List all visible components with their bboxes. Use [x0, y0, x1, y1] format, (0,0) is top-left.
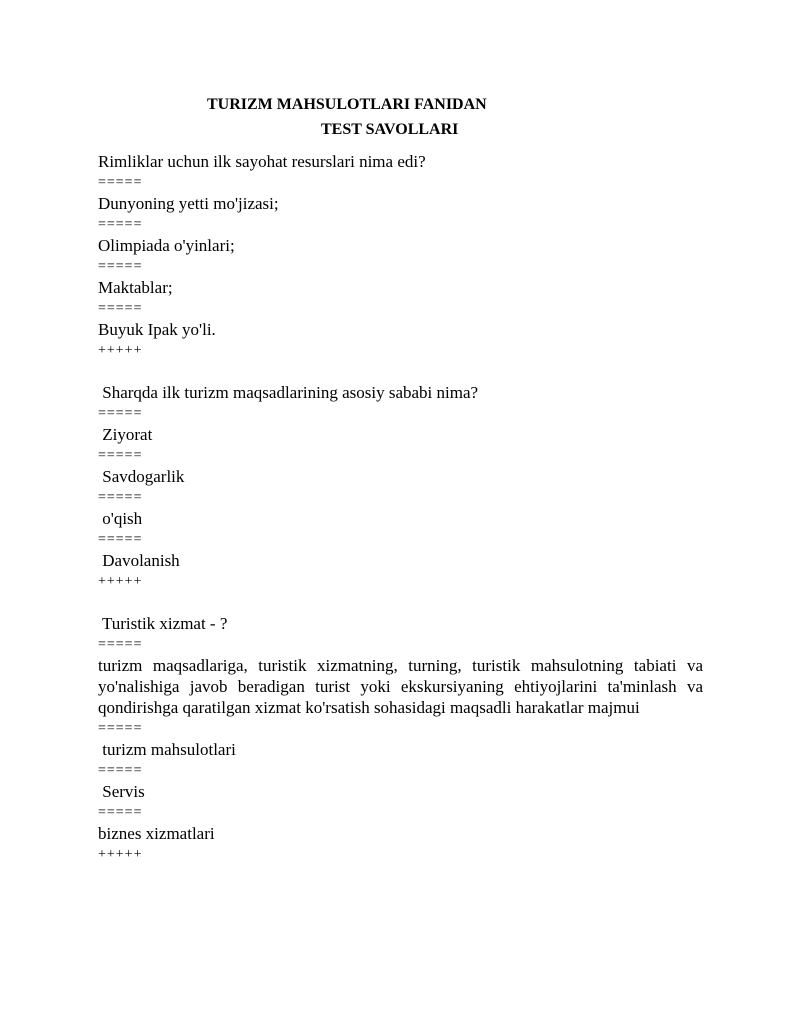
separator: =====	[98, 721, 143, 736]
question-text: Turistik xizmat - ?	[98, 614, 228, 633]
separator: =====	[98, 175, 143, 190]
answer-option: Dunyoning yetti mo'jizasi;	[98, 194, 279, 213]
blank-line	[98, 361, 703, 382]
end-marker: +++++	[98, 847, 143, 862]
document-title-line1: TURIZM MAHSULOTLARI FANIDAN	[207, 96, 487, 113]
answer-option: Ziyorat	[98, 425, 153, 444]
separator: =====	[98, 490, 143, 505]
questions-list	[98, 151, 703, 865]
separator: =====	[98, 637, 143, 652]
end-marker: +++++	[98, 574, 143, 589]
separator: =====	[98, 763, 143, 778]
separator: =====	[98, 259, 143, 274]
separator: =====	[98, 217, 143, 232]
answer-option: turizm maqsadlariga, turistik xizmatning, turning, turistik mahsulotning tabiati va yo'nalishiga javob beradigan turist yoki ekskursiyaning ehtiyojlarini ta'minlash va qondirishga qaratilgan xizmat ko'rsatish sohasidagi maqsadli harakatlar majmui	[98, 656, 703, 717]
answer-option: Buyuk Ipak yo'li.	[98, 320, 216, 339]
separator: =====	[98, 448, 143, 463]
question-block	[98, 151, 703, 361]
answer-option: o'qish	[98, 509, 143, 528]
answer-option: Savdogarlik	[98, 467, 185, 486]
answer-option: Servis	[98, 782, 145, 801]
question-text: Rimliklar uchun ilk sayohat resurslari nima edi?	[98, 152, 426, 171]
question-block	[98, 613, 703, 865]
end-marker: +++++	[98, 343, 143, 358]
answer-option: biznes xizmatlari	[98, 824, 215, 843]
answer-option: Davolanish	[98, 551, 180, 570]
separator: =====	[98, 301, 143, 316]
blank-line	[98, 592, 703, 613]
answer-option: Olimpiada o'yinlari;	[98, 236, 235, 255]
separator: =====	[98, 406, 143, 421]
document-title-line2: TEST SAVOLLARI	[321, 121, 459, 138]
separator: =====	[98, 532, 143, 547]
separator: =====	[98, 805, 143, 820]
answer-option: Maktablar;	[98, 278, 173, 297]
question-block	[98, 382, 703, 592]
question-text: Sharqda ilk turizm maqsadlarining asosiy sababi nima?	[98, 383, 479, 402]
answer-option: turizm mahsulotlari	[98, 740, 236, 759]
